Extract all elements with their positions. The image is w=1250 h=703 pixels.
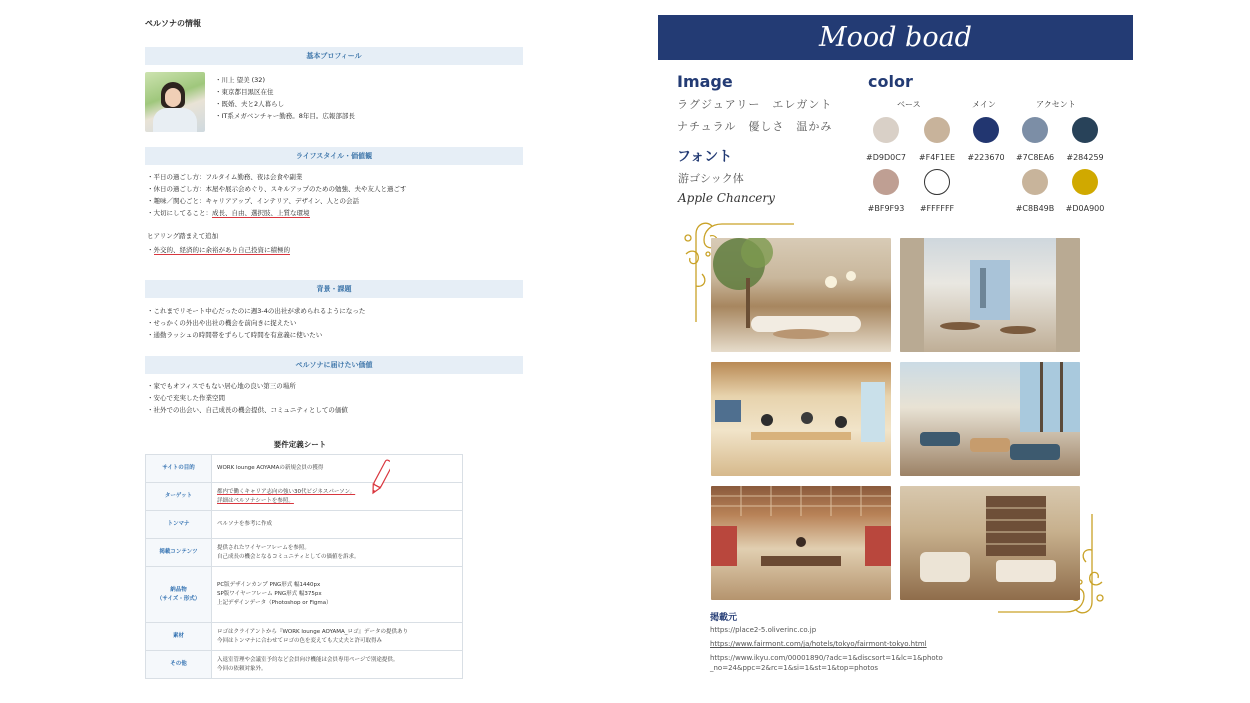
req-key: その他 <box>146 651 212 679</box>
req-key: 掲載コンテンツ <box>146 539 212 567</box>
lounge-photo-1 <box>711 238 891 352</box>
image-heading: Image <box>677 72 733 91</box>
value-item: ・ 家でもオフィスでもない居心地の良い第三の場所 <box>147 380 348 392</box>
table-row <box>146 455 463 483</box>
lounge-photo-6 <box>900 486 1080 600</box>
background-item: ・ 通勤ラッシュの時間帯をずらして時間を有意義に使いたい <box>147 329 365 341</box>
lounge-photo-2 <box>900 238 1080 352</box>
source-link[interactable]: https://place2-5.oliverinc.co.jp <box>710 626 817 634</box>
background-list <box>147 305 365 341</box>
req-value: WORK lounge AOYAMAの新規会員の獲得 <box>212 455 463 483</box>
sources-heading: 掲載元 <box>710 613 738 623</box>
req-value: 入退室管理や会議室予約など会員向け機能は会員専用ページで別途提供。 今回の依頼対象外。 <box>212 651 463 679</box>
value-item: ・ 安心で充実した作業空間 <box>147 392 348 404</box>
background-heading: 背景・課題 <box>145 280 523 298</box>
lifestyle-list <box>147 171 406 219</box>
font-sample-chancery: Apple Chancery <box>678 191 775 205</box>
hearing-value: 外交的、経済的に余裕があり自己投資に積極的 <box>153 246 290 254</box>
lifestyle-item: ・ 平日の過ごし方：フルタイム勤務、夜は会食や副業 <box>147 171 406 183</box>
important-value: 成長、自由、選択肢、上質な環境 <box>212 209 310 217</box>
table-row <box>146 539 463 567</box>
table-row <box>146 567 463 623</box>
table-row <box>146 511 463 539</box>
table-row <box>146 623 463 651</box>
color-hex-label: #BF9F93 <box>867 204 905 213</box>
value-heading: ペルソナに届けたい価値 <box>145 356 523 374</box>
color-hex-label: #FFFFFF <box>919 204 955 213</box>
req-value: ロゴはクライアントから『WORK lounge AOYAMA_ロゴ』データの提供あり 今回はトンマナに合わせてロゴの色を変えても大丈夫と許可取得み <box>212 623 463 651</box>
req-value: ペルソナを参考に作成 <box>212 511 463 539</box>
hearing-title: ヒアリング踏まえて追加 <box>147 232 219 240</box>
image-keyword-line: ナチュラル 優しさ 温かみ <box>677 120 833 133</box>
moodboard-title: Mood boad <box>658 15 1133 60</box>
color-hex-label: #7C8EA6 <box>1015 153 1055 162</box>
color-hex-label: #223670 <box>967 153 1005 162</box>
persona-photo <box>145 72 205 132</box>
source-link[interactable]: https://www.fairmont.com/ja/hotels/tokyo/fairmont-tokyo.html <box>710 640 927 648</box>
persona-title: ペルソナの情報 <box>145 19 201 28</box>
color-swatch <box>1022 169 1048 195</box>
font-heading: フォント <box>677 149 733 165</box>
lounge-photo-3 <box>711 362 891 476</box>
source-link[interactable]: https://www.ikyu.com/00001890/?adc=1&discsort=1&lc=1&photo <box>710 654 943 662</box>
color-hex-label: #284259 <box>1066 153 1104 162</box>
profile-item: ・ 川上 望美 (32) <box>215 74 355 86</box>
color-swatch <box>873 169 899 195</box>
important-label: 大切にしてること： <box>153 209 212 217</box>
req-value: PC版デザインカンプ PNG形式 幅1440px SP版ワイヤーフレーム PNG形式 幅375px 上記デザインデータ（Photoshop or Figma） <box>212 567 463 623</box>
image-keywords <box>677 94 832 138</box>
lifestyle-item: ・ 休日の過ごし方：本屋や展示会めぐり、スキルアップのための勉強、夫や友人と過ごす <box>147 183 406 195</box>
color-group-accent: アクセント <box>1036 100 1076 109</box>
lounge-photo-5 <box>711 486 891 600</box>
profile-item: ・ IT系メガベンチャー勤務。8年目。広報部部長 <box>215 110 355 122</box>
hearing-item <box>147 244 290 256</box>
lounge-photo-4 <box>900 362 1080 476</box>
requirements-table <box>145 454 463 679</box>
color-swatch <box>873 117 899 143</box>
profile-item: ・ 既婚、夫と2人暮らし <box>215 98 355 110</box>
value-list <box>147 380 348 416</box>
req-key: トンマナ <box>146 511 212 539</box>
profile-item: ・ 東京都目黒区在住 <box>215 86 355 98</box>
color-swatch <box>924 169 950 195</box>
color-swatch <box>924 117 950 143</box>
hearing-list <box>147 244 290 256</box>
color-heading: color <box>868 72 913 91</box>
color-hex-label: #D9D0C7 <box>866 153 906 162</box>
font-sample-gothic: 游ゴシック体 <box>678 172 744 185</box>
color-hex-label: #C8B49B <box>1015 204 1055 213</box>
color-hex-label: #D0A900 <box>1065 204 1105 213</box>
profile-list <box>215 74 355 122</box>
color-group-main: メイン <box>972 100 996 109</box>
req-key: 素材 <box>146 623 212 651</box>
lifestyle-item: ・ 趣味／関心ごと：キャリアアップ、インテリア、デザイン、人との会話 <box>147 195 406 207</box>
background-item: ・ これまでリモート中心だったのに週3-4の出社が求められるようになった <box>147 305 365 317</box>
table-row <box>146 483 463 511</box>
req-value: 提供されたワイヤーフレームを参照。 自己成長の機会となるコミュニティとしての価値を訴求。 <box>212 539 463 567</box>
color-swatch <box>973 117 999 143</box>
color-group-base: ベース <box>897 100 921 109</box>
requirements-title: 要件定義シート <box>273 440 327 449</box>
value-item: ・ 社外での出会い、自己成長の機会提供、コミュニティとしての価値 <box>147 404 348 416</box>
lifestyle-item <box>147 207 406 219</box>
table-row <box>146 651 463 679</box>
color-swatch <box>1072 169 1098 195</box>
background-item: ・ せっかくの外出や出社の機会を前向きに捉えたい <box>147 317 365 329</box>
source-link-continued[interactable]: _no=24&ppc=2&rc=1&si=1&st=1&top=photos <box>710 664 879 672</box>
lifestyle-heading: ライフスタイル・価値観 <box>145 147 523 165</box>
red-pen-icon <box>372 458 390 498</box>
color-hex-label: #F4F1EE <box>918 153 956 162</box>
req-value: 都内で働くキャリア志向の強い30代ビジネスパーソン。 詳細はペルソナシートを参照。 <box>212 483 463 511</box>
req-key: 納品物 （サイズ・形式） <box>146 567 212 623</box>
req-key: ターゲット <box>146 483 212 511</box>
profile-heading: 基本プロフィール <box>145 47 523 65</box>
color-swatch <box>1072 117 1098 143</box>
image-keyword-line: ラグジュアリー エレガント <box>677 98 833 111</box>
color-swatch <box>1022 117 1048 143</box>
req-key: サイトの目的 <box>146 455 212 483</box>
